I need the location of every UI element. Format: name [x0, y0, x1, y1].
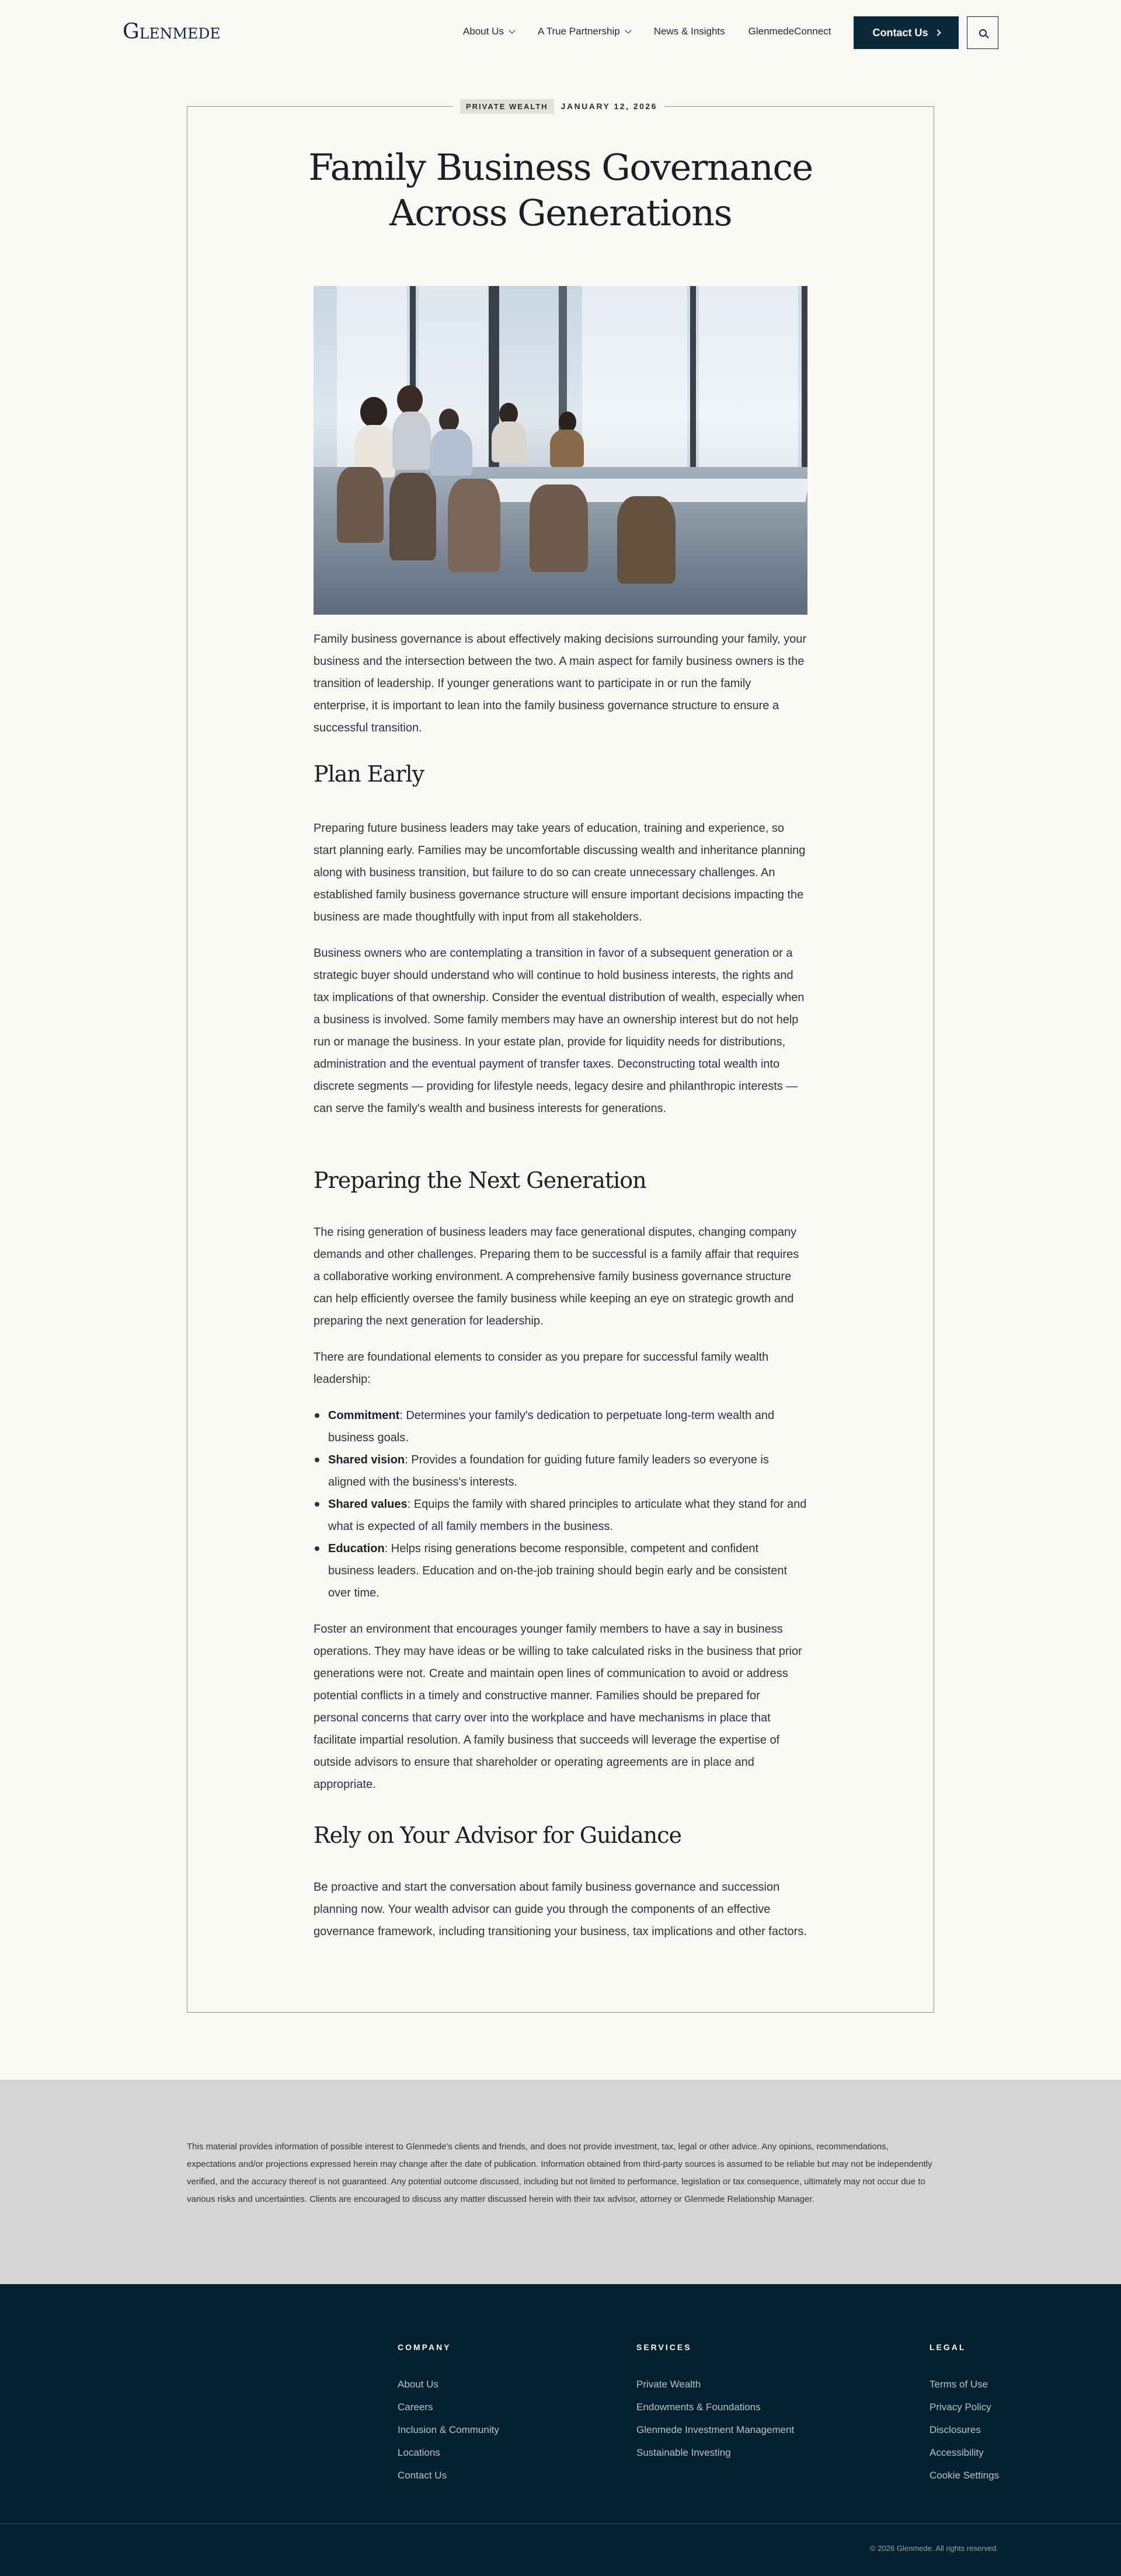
- bullet-text: : Determines your family's dedication to perpetuate long-term wealth and business goals.: [328, 1409, 775, 1444]
- plan-early-body: [314, 817, 807, 1120]
- nav-true-partnership-label: A True Partnership: [537, 26, 620, 37]
- footer-legal: [929, 2343, 999, 2487]
- footer-link-contact-us[interactable]: Contact Us: [398, 2470, 447, 2481]
- footer-link-privacy[interactable]: Privacy Policy: [929, 2401, 991, 2413]
- chevron-down-icon: [509, 27, 515, 33]
- glenmede-logo[interactable]: Glenmede: [123, 20, 221, 44]
- advisor-body: [314, 1876, 807, 1943]
- paragraph: Business owners who are contemplating a transition in favor of a subsequent generation or a strategic buyer should understand who will continue to hold business interests, the rights and tax implications of that ownership. Consider the eventual distribution of wealth, especially when a business is involved. Some family members may have an ownership interest but do not help run or manage the business. In your estate plan, provide for liquidity needs for distributions, administration and the eventual payment of transfer taxes. Deconstructing total wealth into discrete segments — providing for lifestyle needs, legacy desire and philanthropic interests — can serve the family's wealth and business interests for generations.: [314, 947, 805, 1115]
- footer-heading: COMPANY: [398, 2343, 451, 2352]
- footer-link-locations[interactable]: Locations: [398, 2447, 440, 2458]
- list-item: [314, 1493, 807, 1538]
- footer-heading: LEGAL: [929, 2343, 966, 2352]
- site-header: [0, 0, 1121, 65]
- paragraph: There are foundational elements to consider as you prepare for successful family wealth leadership:: [314, 1351, 769, 1386]
- chevron-down-icon: [625, 27, 631, 33]
- footer-company: [398, 2343, 499, 2487]
- disclaimer-section: [0, 2080, 1121, 2284]
- section-heading: Rely on Your Advisor for Guidance: [314, 1822, 682, 1848]
- bullet-term: Education: [328, 1542, 385, 1555]
- bullet-text: : Helps rising generations become responsible, competent and confident business leaders. Education and on-the-job training should begin early and be consistent over time.: [328, 1542, 788, 1599]
- intro-paragraph: Family business governance is about effectively making decisions surrounding your family, your business and the intersection between the two. A main aspect for family business owners is the transition of leadership. If younger generations want to participate in or run the family enterprise, it is important to lean into the family business governance structure to ensure a successful transition.: [314, 633, 807, 734]
- paragraph: Foster an environment that encourages younger family members to have a say in business operations. They may have ideas or be willing to take calculated risks in the business that prior generations were not. Create and maintain open lines of communication to avoid or address potential conflicts in a timely and constructive manner. Families should be prepared for personal concerns that carry over into the workplace and have mechanisms in place that facilitate impartial resolution. A family business that succeeds will leverage the expertise of outside advisors to ensure that shareholder or operating agreements are in place and appropriate.: [314, 1623, 802, 1791]
- bullet-term: Commitment: [328, 1409, 400, 1422]
- title-line-1: Family Business Governance: [308, 146, 813, 189]
- disclaimer-text: This material provides information of possible interest to Glenmede's clients and friends, and does not provide investment, tax, legal or other advice. Any opinions, recommendations, expectations and/or projections expressed herein may change after the date of publication. Information obtained from third-party sources is assumed to be reliable but may not be independently verified, and the accuracy thereof is not guaranteed. Any potential outcome discussed, including but not limited to performance, legislation or tax consequence, ultimately may not occur due to various risks and uncertainties. Clients are encouraged to discuss any matter discussed herein with their tax advisor, attorney or Glenmede Relationship Manager.: [187, 2142, 932, 2204]
- section-plan-early: [314, 761, 807, 787]
- list-item: [314, 1449, 807, 1493]
- article-intro: [314, 628, 807, 739]
- article-meta: [453, 99, 664, 114]
- bullet-text: : Equips the family with shared principles to articulate what they stand for and what is expected of all family members in the business.: [328, 1498, 807, 1533]
- nav-about-us[interactable]: [463, 26, 514, 37]
- main-nav: [463, 26, 854, 37]
- footer-divider: [0, 2523, 1121, 2524]
- footer-link-about-us[interactable]: About Us: [398, 2379, 438, 2390]
- footer-link-sustainable-investing[interactable]: Sustainable Investing: [636, 2447, 731, 2458]
- footer-heading: SERVICES: [636, 2343, 692, 2352]
- section-heading: Plan Early: [314, 761, 424, 787]
- contact-us-button[interactable]: [854, 16, 959, 49]
- footer-link-private-wealth[interactable]: Private Wealth: [636, 2379, 701, 2390]
- paragraph: Be proactive and start the conversation about family business governance and succession planning now. Your wealth advisor can guide you through the components of an effective governance framework, including transitioning your business, tax implications and other factors.: [314, 1881, 807, 1938]
- search-button[interactable]: [967, 16, 998, 49]
- footer-link-investment-management[interactable]: Glenmede Investment Management: [636, 2424, 795, 2435]
- section-preparing-next-generation: [314, 1167, 807, 1193]
- nav-glenmedeconnect[interactable]: [749, 26, 831, 37]
- nav-true-partnership[interactable]: [538, 26, 631, 37]
- contact-us-label: Contact Us: [872, 26, 928, 39]
- list-item: [314, 1538, 807, 1604]
- nav-news-insights-label: News & Insights: [653, 26, 725, 37]
- nav-about-us-label: About Us: [463, 26, 504, 37]
- footer-link-careers[interactable]: Careers: [398, 2401, 433, 2413]
- nav-news-insights[interactable]: [654, 26, 725, 37]
- paragraph: The rising generation of business leaders may face generational disputes, changing company demands and other challenges. Preparing them to be successful is a family affair that requires a collaborative working environment. A comprehensive family business governance structure can help efficiently oversee the family business while keeping an eye on strategic growth and preparing the next generation for leadership.: [314, 1226, 799, 1327]
- search-icon: [979, 29, 987, 37]
- footer-link-cookie-settings[interactable]: Cookie Settings: [929, 2470, 1000, 2481]
- title-line-2: Across Generations: [389, 191, 732, 234]
- footer-link-disclosures[interactable]: Disclosures: [929, 2424, 981, 2435]
- paragraph: Preparing future business leaders may take years of education, training and experience, so start planning early. Families may be uncomfortable discussing wealth and inheritance planning along with business transition, but failure to do so can create unnecessary challenges. An established family business governance structure will ensure important decisions impacting the business are made thoughtfully with input from all stakeholders.: [314, 822, 806, 923]
- footer-link-terms[interactable]: Terms of Use: [929, 2379, 988, 2390]
- copyright-text: © 2026 Glenmede. All rights reserved.: [870, 2544, 998, 2553]
- footer-link-inclusion[interactable]: Inclusion & Community: [398, 2424, 499, 2435]
- preparing-body: [314, 1221, 807, 1796]
- footer-link-endowments[interactable]: Endowments & Foundations: [636, 2401, 761, 2413]
- section-heading: Preparing the Next Generation: [314, 1167, 646, 1193]
- footer-services: [636, 2343, 794, 2464]
- nav-glenmedeconnect-label: GlenmedeConnect: [748, 26, 831, 37]
- site-footer: [0, 2284, 1121, 2576]
- bullet-text: : Provides a foundation for guiding future family leaders so everyone is aligned with the business's interests.: [328, 1453, 769, 1489]
- page-title: [234, 145, 887, 236]
- bullet-term: Shared values: [328, 1498, 408, 1511]
- publish-date: JANUARY 12, 2026: [560, 102, 657, 111]
- footer-link-accessibility[interactable]: Accessibility: [929, 2447, 984, 2458]
- hero-image-meeting: [314, 286, 807, 615]
- chevron-right-icon: [934, 29, 941, 36]
- section-rely-on-advisor: [314, 1822, 807, 1848]
- list-item: [314, 1404, 807, 1449]
- foundational-elements-list: [314, 1404, 807, 1604]
- bullet-term: Shared vision: [328, 1453, 405, 1466]
- category-tag[interactable]: PRIVATE WEALTH: [460, 99, 554, 114]
